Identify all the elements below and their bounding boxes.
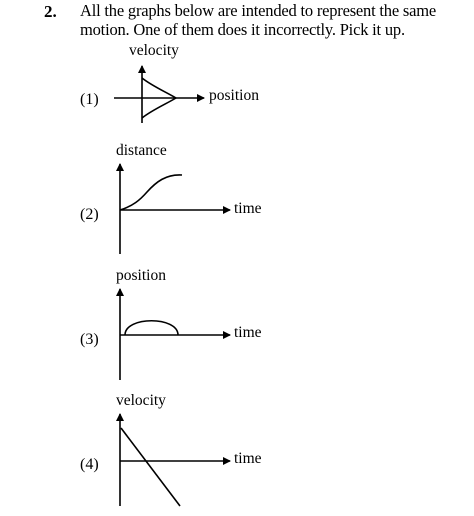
graph-4-x-label: time [234,450,262,467]
graph-1-x-label: position [209,87,259,104]
option-3-label: (3) [80,331,99,348]
question-text-line-1: All the graphs below are intended to represent the same [80,1,436,20]
question-number: 2. [44,2,57,21]
graph-4 [120,414,230,506]
option-4-label: (4) [80,456,99,473]
graph-3 [120,289,230,380]
graph-3-y-label: position [116,267,166,284]
graph-4-y-label: velocity [116,392,166,409]
graph-3-curve [125,321,178,335]
graph-2-y-label: distance [116,142,167,159]
graph-1 [114,66,204,123]
graph-4-line [121,428,180,506]
graph-1-y-label: velocity [129,42,179,59]
option-2-label: (2) [80,206,99,223]
graph-2-x-label: time [234,200,262,217]
graph-3-x-label: time [234,324,262,341]
option-1-label: (1) [80,91,99,108]
graph-2 [120,164,230,254]
graph-2-curve [120,175,182,210]
question-text-line-2: motion. One of them does it incorrectly. Pick it up. [80,20,405,39]
